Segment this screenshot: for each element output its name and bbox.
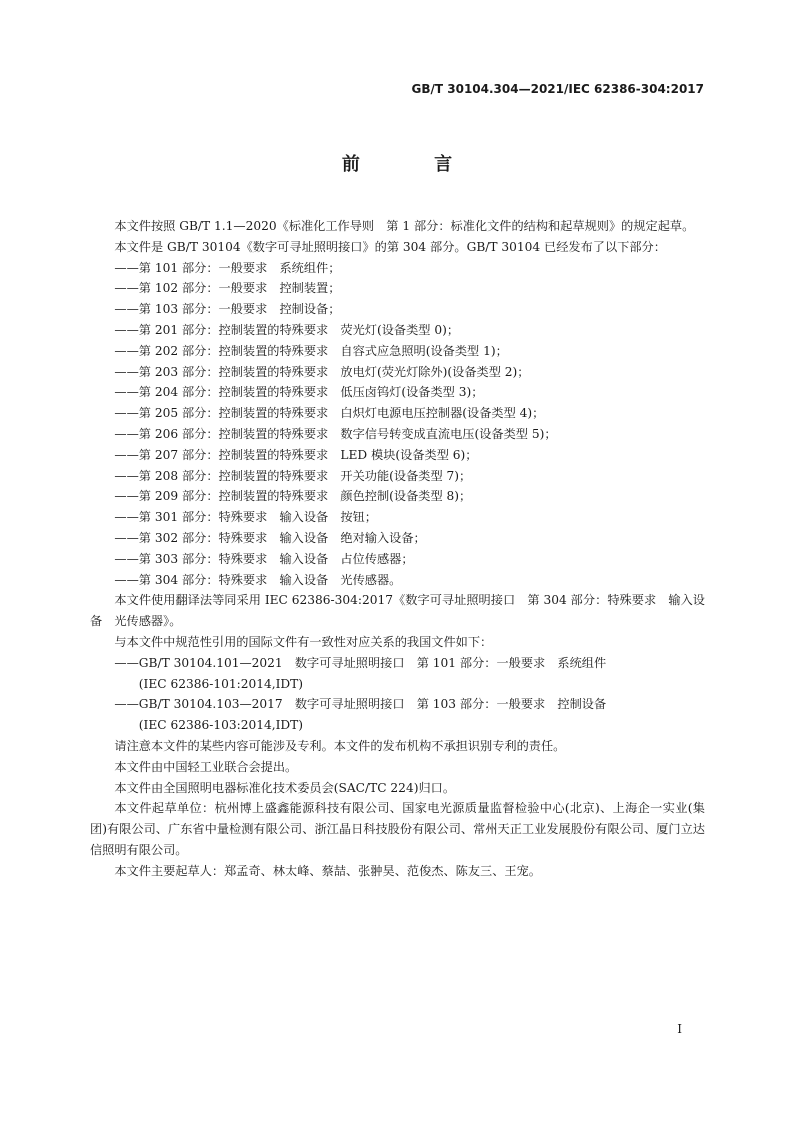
reference-item [90, 694, 705, 736]
paragraph-patent-notice: 请注意本文件的某些内容可能涉及专利。本文件的发布机构不承担识别专利的责任。 [114, 738, 566, 753]
reference-line: ——GB/T 30104.103—2017 数字可寻址照明接口 第 103 部分：一般要求 控制设备 [114, 697, 607, 712]
paragraph-proposer: 本文件由中国轻工业联合会提出。 [114, 759, 298, 774]
document-body [90, 216, 705, 882]
list-item: ——第 202 部分：控制装置的特殊要求 自容式应急照明(设备类型 1)； [114, 343, 508, 358]
list-item: ——第 208 部分：控制装置的特殊要求 开关功能(设备类型 7)； [114, 468, 472, 483]
list-item: ——第 102 部分：一般要求 控制装置； [114, 281, 341, 296]
list-item: ——第 205 部分：控制装置的特殊要求 白炽灯电源电压控制器(设备类型 4)； [114, 406, 545, 421]
list-item: ——第 204 部分：控制装置的特殊要求 低压卤钨灯(设备类型 3)； [114, 385, 484, 400]
reference-line: ——GB/T 30104.101—2021 数字可寻址照明接口 第 101 部分：一般要求 系统组件 [114, 655, 607, 670]
standard-number: GB/T 30104.304—2021/IEC 62386-304:2017 [411, 82, 704, 96]
reference-item [90, 653, 705, 695]
references-list [90, 653, 705, 736]
list-item: ——第 207 部分：控制装置的特殊要求 LED 模块(设备类型 6)； [114, 447, 478, 462]
page-number: I [677, 1022, 682, 1036]
list-item: ——第 201 部分：控制装置的特殊要求 荧光灯(设备类型 0)； [114, 322, 460, 337]
reference-equivalent: (IEC 62386-101:2014,IDT) [138, 676, 304, 691]
paragraph-references-intro: 与本文件中规范性引用的国际文件有一致性对应关系的我国文件如下： [114, 634, 493, 649]
list-item: ——第 304 部分：特殊要求 输入设备 光传感器。 [114, 572, 402, 587]
paragraph-adoption: 本文件使用翻译法等同采用 IEC 62386-304:2017《数字可寻址照明接口 第 304 部分：特殊要求 输入设备 光传感器》。 [90, 593, 705, 629]
paragraph-part-intro: 本文件是 GB/T 30104《数字可寻址照明接口》的第 304 部分。GB/T 30104 已经发布了以下部分： [114, 239, 666, 254]
paragraph-drafting-units: 本文件起草单位：杭州博上盛鑫能源科技有限公司、国家电光源质量监督检验中心(北京)、上海企一实业(集团)有限公司、广东省中量检测有限公司、浙江晶日科技股份有限公司、常州天正工业发展股份有限公司、厦门立达信照明有限公司。 [90, 801, 705, 857]
parts-list [90, 258, 705, 591]
list-item: ——第 302 部分：特殊要求 输入设备 绝对输入设备； [114, 530, 426, 545]
list-item: ——第 101 部分：一般要求 系统组件； [114, 260, 341, 275]
paragraph-committee: 本文件由全国照明电器标准化技术委员会(SAC/TC 224)归口。 [114, 780, 456, 795]
paragraph-drafters: 本文件主要起草人：郑孟奇、林太峰、蔡喆、张翀昊、范俊杰、陈友三、王宠。 [114, 863, 541, 878]
paragraph-drafting-basis: 本文件按照 GB/T 1.1—2020《标准化工作导则 第 1 部分：标准化文件的结构和起草规则》的规定起草。 [114, 219, 695, 233]
page-title: 前 言 [341, 154, 487, 175]
list-item: ——第 206 部分：控制装置的特殊要求 数字信号转变成直流电压(设备类型 5)； [114, 426, 557, 441]
reference-equivalent: (IEC 62386-103:2014,IDT) [138, 718, 304, 733]
list-item: ——第 103 部分：一般要求 控制设备； [114, 302, 341, 317]
list-item: ——第 203 部分：控制装置的特殊要求 放电灯(荧光灯除外)(设备类型 2)； [114, 364, 530, 379]
list-item: ——第 209 部分：控制装置的特殊要求 颜色控制(设备类型 8)； [114, 489, 472, 504]
list-item: ——第 301 部分：特殊要求 输入设备 按钮； [114, 510, 377, 525]
list-item: ——第 303 部分：特殊要求 输入设备 占位传感器； [114, 551, 414, 566]
